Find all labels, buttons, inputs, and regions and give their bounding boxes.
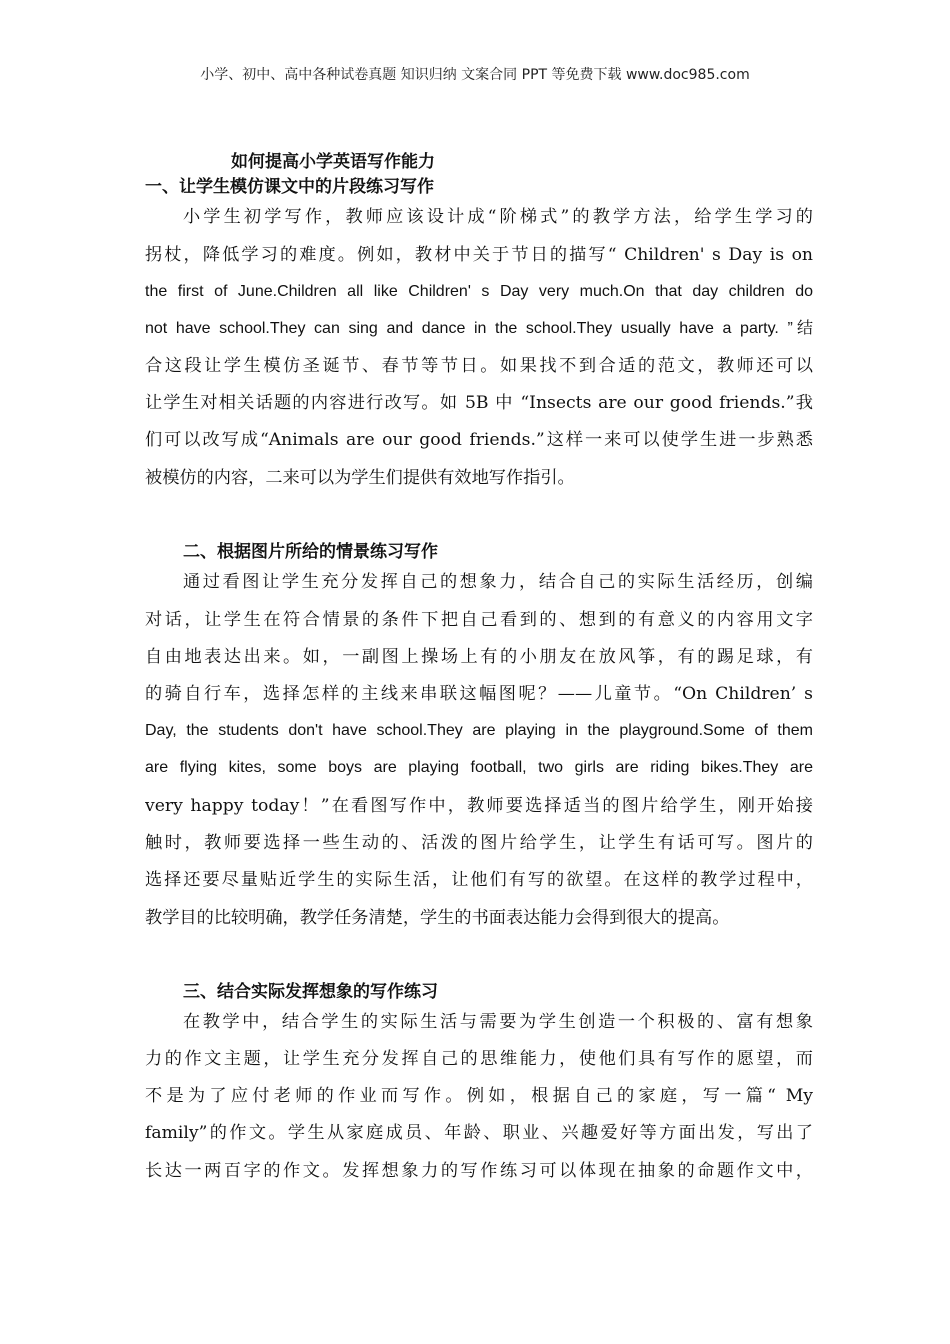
paragraph-line: 让学生对相关话题的内容进行改写。如 5B 中 “Insects are our good friends.”我: [145, 393, 813, 413]
paragraph-line: 小学生初学写作，教师应该设计成“阶梯式”的教学方法，给学生学习的: [183, 207, 813, 227]
section-1-heading: 一、让学生模仿课文中的片段练习写作: [145, 177, 434, 197]
paragraph-line: 拐杖，降低学习的难度。例如，教材中关于节日的描写“ Children' s Day is on: [145, 245, 813, 265]
paragraph-line: 对话，让学生在符合情景的条件下把自己看到的、想到的有意义的内容用文字: [145, 610, 813, 630]
paragraph-line: not have school.They can sing and dance in the school.They usually have a party. ”结: [145, 320, 813, 337]
page-header: 小学、初中、高中各种试卷真题 知识归纳 文案合同 PPT 等免费下载 www.doc985.com: [200, 67, 750, 83]
paragraph-line: 教学目的比较明确，教学任务清楚，学生的书面表达能力会得到很大的提高。: [145, 908, 730, 928]
section-2-heading: 二、根据图片所给的情景练习写作: [183, 542, 438, 562]
paragraph-line: Day, the students don't have school.They are playing in the playground.Some of them: [145, 722, 813, 739]
paragraph-line: 合这段让学生模仿圣诞节、春节等节日。如果找不到合适的范文，教师还可以: [145, 356, 813, 376]
paragraph-line: are flying kites, some boys are playing football, two girls are riding bikes.They are: [145, 759, 813, 776]
paragraph-line: 选择还要尽量贴近学生的实际生活，让他们有写的欲望。在这样的教学过程中，: [145, 870, 813, 890]
paragraph-line: 通过看图让学生充分发挥自己的想象力，结合自己的实际生活经历，创编: [183, 572, 813, 592]
paragraph-line: 长达一两百字的作文。发挥想象力的写作练习可以体现在抽象的命题作文中，: [145, 1161, 813, 1181]
section-3-heading: 三、结合实际发挥想象的写作练习: [183, 982, 438, 1002]
paragraph-line: 们可以改写成“Animals are our good friends.”这样一来可以使学生进一步熟悉: [145, 430, 813, 450]
document-title: 如何提高小学英语写作能力: [231, 152, 435, 172]
paragraph-line: very happy today！”在看图写作中，教师要选择适当的图片给学生，刚开始接: [145, 796, 813, 816]
paragraph-line: the first of June.Children all like Children' s Day very much.On that day children do: [145, 283, 813, 300]
paragraph-line: family”的作文。学生从家庭成员、年龄、职业、兴趣爱好等方面出发，写出了: [145, 1123, 813, 1143]
paragraph-line: 自由地表达出来。如，一副图上操场上有的小朋友在放风筝，有的踢足球，有: [145, 647, 813, 667]
paragraph-line: 力的作文主题，让学生充分发挥自己的思维能力，使他们具有写作的愿望，而: [145, 1049, 813, 1069]
paragraph-line: 不是为了应付老师的作业而写作。例如，根据自己的家庭，写一篇“ My: [145, 1086, 813, 1106]
paragraph-line: 触时，教师要选择一些生动的、活泼的图片给学生，让学生有话可写。图片的: [145, 833, 813, 853]
paragraph-line: 的骑自行车，选择怎样的主线来串联这幅图呢？——儿童节。“On Children’ s: [145, 684, 813, 704]
paragraph-line: 在教学中，结合学生的实际生活与需要为学生创造一个积极的、富有想象: [183, 1012, 813, 1032]
paragraph-line: 被模仿的内容，二来可以为学生们提供有效地写作指引。: [145, 468, 575, 488]
